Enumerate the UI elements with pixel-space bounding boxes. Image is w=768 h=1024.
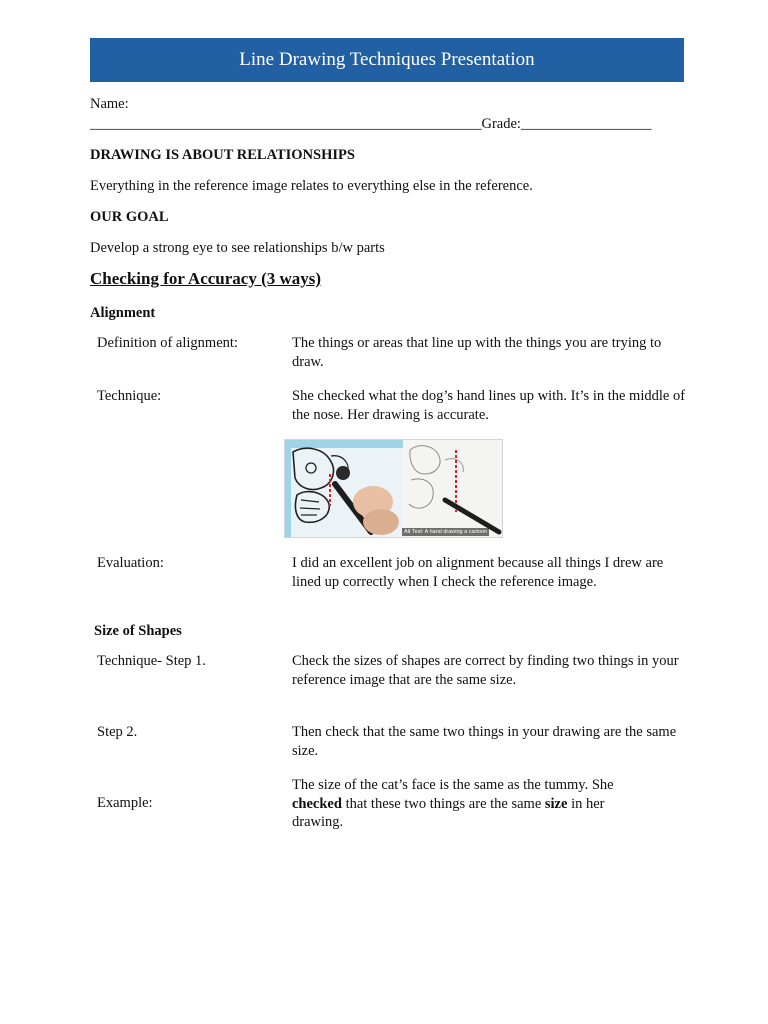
goal-heading: OUR GOAL xyxy=(90,209,169,225)
page-title: Line Drawing Techniques Presentation xyxy=(239,49,535,70)
relationships-text: Everything in the reference image relates to everything else in the reference. xyxy=(90,178,533,194)
title-banner xyxy=(90,38,684,82)
alignment-heading: Alignment xyxy=(90,305,156,321)
step2-text: Then check that the same two things in your drawing are the same size. xyxy=(292,724,677,759)
relationships-heading: DRAWING IS ABOUT RELATIONSHIPS xyxy=(90,147,355,163)
step2-label: Step 2. xyxy=(97,724,138,740)
example-label: Example: xyxy=(97,795,153,811)
example-bold-size: size xyxy=(544,795,568,812)
size-of-shapes-heading: Size of Shapes xyxy=(94,623,182,639)
example-bold-checked: checked xyxy=(292,795,342,812)
name-label: Name: xyxy=(90,96,129,112)
goal-text: Develop a strong eye to see relationships b/w parts xyxy=(90,240,385,256)
definition-label: Definition of alignment: xyxy=(97,335,238,351)
accuracy-heading: Checking for Accuracy (3 ways) xyxy=(90,269,322,288)
step1-label: Technique- Step 1. xyxy=(97,653,206,669)
technique-label: Technique: xyxy=(97,388,162,404)
example-part1: The size of the cat’s face is the same as the tummy. She xyxy=(292,777,614,793)
grade-label: Grade: xyxy=(481,116,521,132)
example-text xyxy=(292,776,642,832)
drawing-comparison-image xyxy=(284,439,503,538)
grade-line[interactable]: __________________ xyxy=(520,116,652,132)
step1-text: Check the sizes of shapes are correct by finding two things in your reference image that are the same size. xyxy=(292,653,679,688)
name-field-line[interactable] xyxy=(90,115,651,133)
definition-text: The things or areas that line up with the things you are trying to draw. xyxy=(292,335,662,370)
technique-text: She checked what the dog’s hand lines up with. It’s in the middle of the nose. Her drawing is accurate. xyxy=(292,388,686,423)
drawing-illustration xyxy=(285,440,502,537)
evaluation-text: I did an excellent job on alignment because all things I drew are lined up correctly when I check the reference image. xyxy=(292,555,664,590)
name-line: ______________________________________________________ xyxy=(90,116,482,132)
evaluation-label: Evaluation: xyxy=(97,555,164,571)
example-part2: that these two things are the same xyxy=(341,795,545,812)
example-part3: in her drawing. xyxy=(292,795,605,830)
image-alt-caption: Alt Text: A hand drawing a cartoon xyxy=(404,529,488,535)
